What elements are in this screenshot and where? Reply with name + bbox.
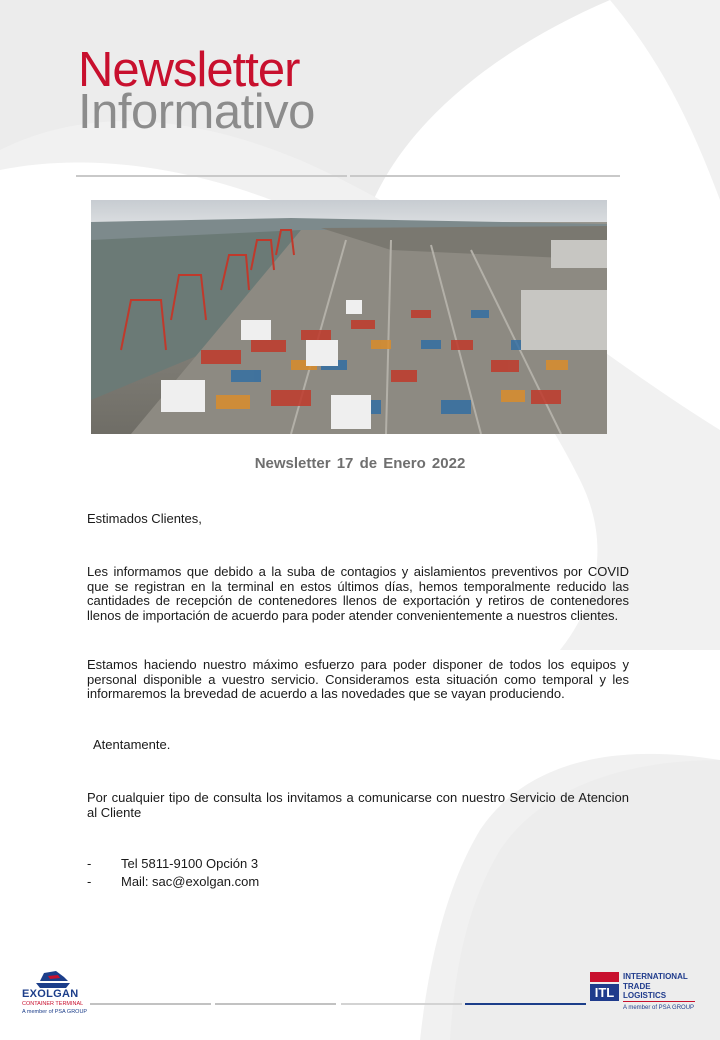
footer-divider-3 (341, 1003, 462, 1005)
exolgan-subtitle: CONTAINER TERMINAL (22, 1001, 84, 1007)
list-dash: - (87, 856, 92, 871)
footer-divider-4 (465, 1003, 586, 1005)
container-terminal-aerial-photo (91, 200, 607, 434)
itl-line2: TRADE (623, 981, 651, 991)
closing: Atentamente. (93, 737, 171, 752)
paragraph-effort: Estamos haciendo nuestro máximo esfuerzo para poder disponer de todos los equipos y personal disponible a vuestro servicio. Consideramos esta situación como temporal y les informaremos la brevedad de acuerdo a las novedades que se vayan produciendo. (87, 657, 629, 701)
itl-line3: LOGISTICS (623, 991, 667, 1000)
footer-divider-1 (90, 1003, 211, 1005)
itl-member: A member of PSA GROUP (623, 1005, 695, 1011)
itl-logo (590, 970, 702, 1018)
ship-icon (22, 965, 84, 989)
newsletter-subtitle: Informativo (78, 85, 315, 139)
newsletter-title: Newsletter (78, 43, 300, 97)
contact-intro: Por cualquier tipo de consulta los invitamos a comunicarse con nuestro Servicio de Atencion al Cliente (87, 790, 629, 820)
itl-line1: INTERNATIONAL (623, 972, 688, 981)
newsletter-date: Newsletter 17 de Enero 2022 (254, 455, 466, 472)
contact-mail (87, 873, 259, 891)
exolgan-logo (22, 965, 88, 1017)
list-dash: - (87, 874, 92, 889)
footer-divider-2 (215, 1003, 336, 1005)
container-terminal-photo-icon (91, 200, 607, 434)
greeting: Estimados Clientes, (87, 511, 202, 526)
mail-text: Mail: sac@exolgan.com (121, 874, 260, 889)
exolgan-member: A member of PSA GROUP (22, 1009, 88, 1015)
header-divider-left (76, 175, 347, 177)
itl-mark-icon (590, 972, 619, 1001)
itl-divider (623, 1001, 695, 1002)
header-divider-right (350, 175, 620, 177)
itl-abbr: ITL (594, 985, 615, 1000)
phone-text: Tel 5811-9100 Opción 3 (121, 856, 259, 871)
contact-phone (87, 855, 258, 873)
exolgan-name: EXOLGAN (22, 988, 79, 1000)
paragraph-covid-notice: Les informamos que debido a la suba de contagios y aislamientos preventivos por COVID que se registran en la terminal en estos últimos días, hemos temporalmente reducido las cantidades de recepción de contenedores llenos de exportación y retiros de contenedores llenos de importación de acuerdo para poder atender convenientemente a nuestros clientes. (87, 564, 629, 623)
